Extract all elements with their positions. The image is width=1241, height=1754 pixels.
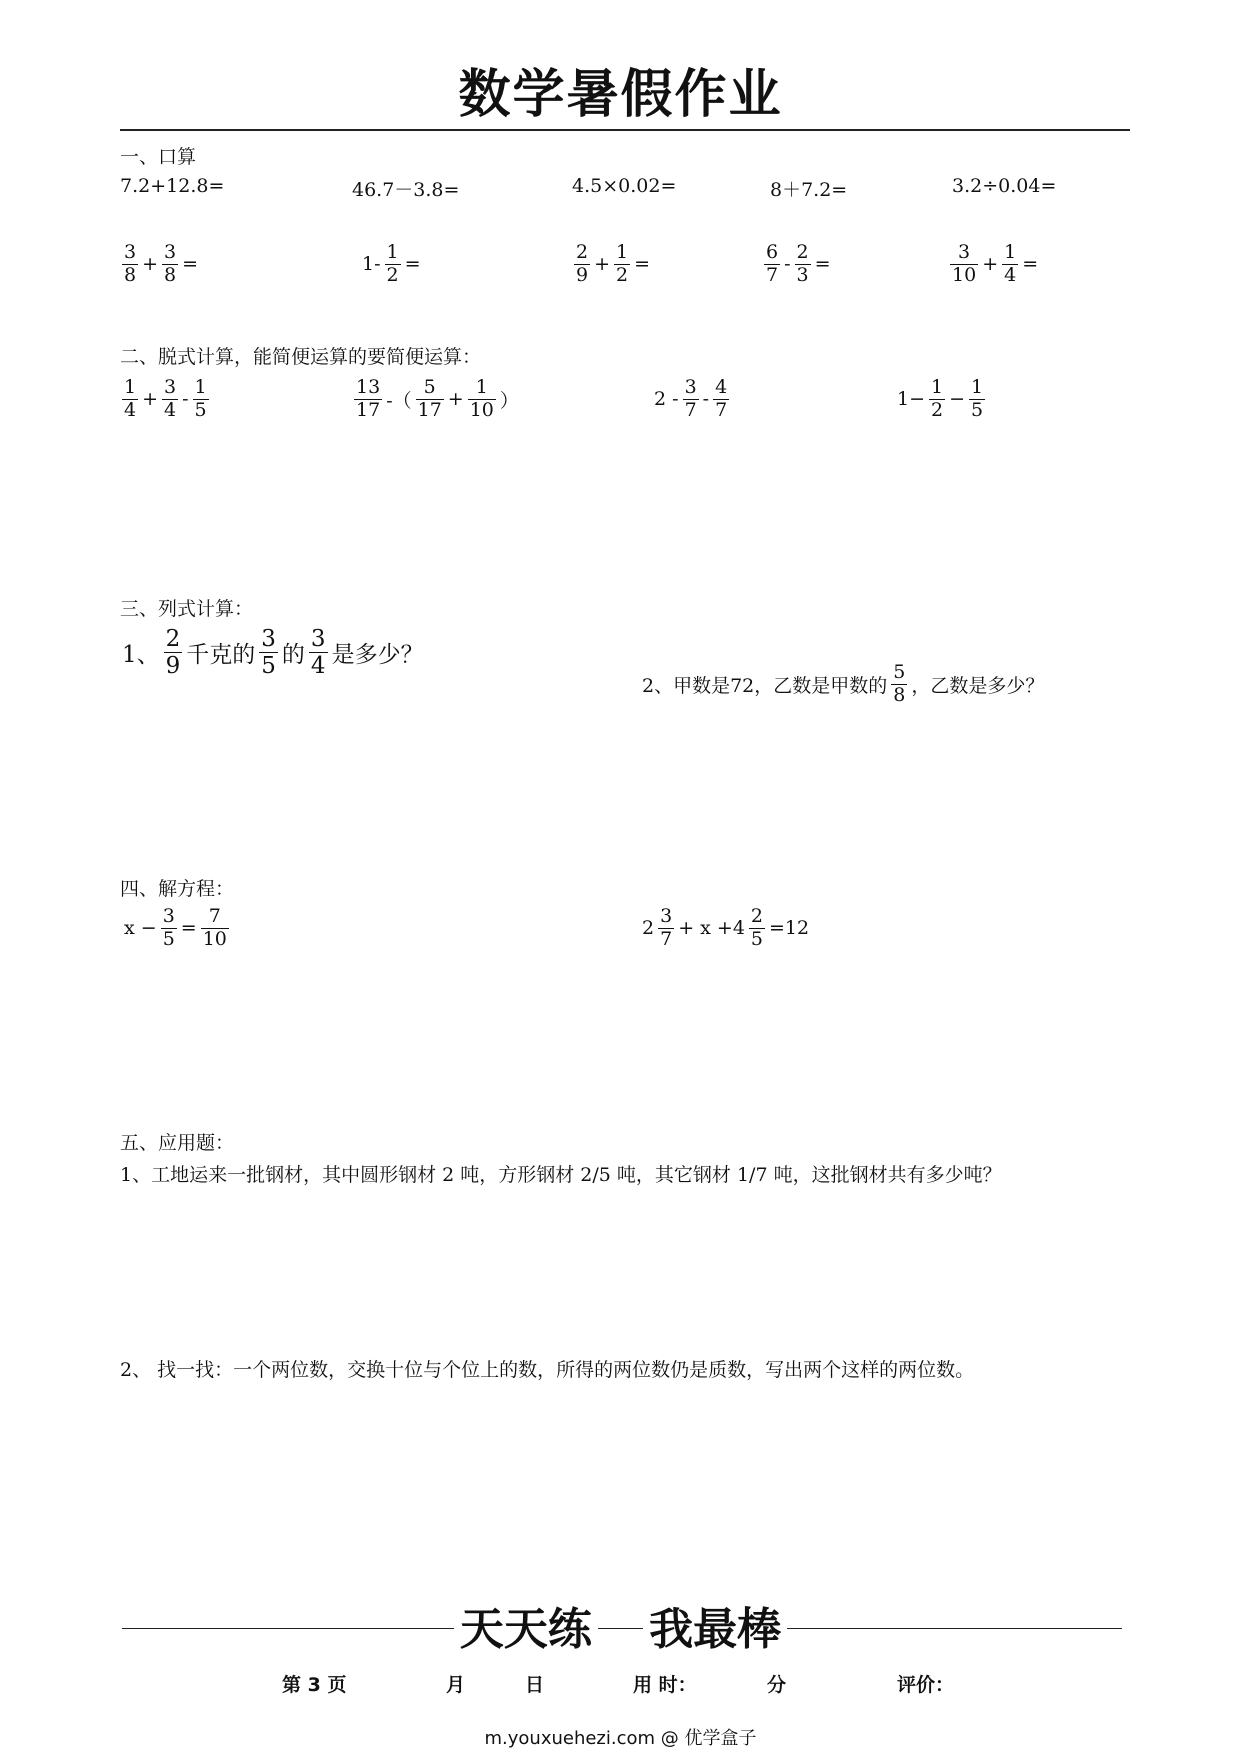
footer-eval-label: 评价： [897, 1674, 955, 1696]
page-title: 数学暑假作业 [458, 65, 783, 125]
footer-slogan [0, 1593, 1241, 1657]
footer-month: 月 [446, 1674, 466, 1696]
fraction-calc-1: $\frac{3}{8}$ + $\frac{3}{8}$ = [124, 241, 199, 286]
fraction-calc-3: $\frac{2}{9}$ + $\frac{1}{2}$ = [576, 241, 651, 286]
footer-minute: 分 [767, 1674, 787, 1696]
word-calc-2: 2、甲数是72，乙数是甲数的 $\frac{5}{8}$ ，乙数是多少？ [642, 661, 1045, 706]
section-2-heading: 二、脱式计算，能简便运算的要简便运算： [120, 346, 482, 368]
section-1-heading: 一、口算 [120, 146, 197, 168]
stepwise-expr-4: 1− $\frac{1}{2}$ − $\frac{1}{5}$ [897, 376, 984, 421]
mental-calc-1: 7.2+12.8= [120, 175, 225, 197]
mental-calc-5: 3.2÷0.04= [952, 175, 1057, 197]
word-problem-2: 2、 找一找：一个两位数，交换十位与个位上的数，所得的两位数仍是质数，写出两个这样的两位数。 [120, 1359, 975, 1381]
site-watermark: m.youxuehezi.com @ 优学盒子 [484, 1728, 757, 1749]
slogan-practice: 天天练 [454, 1604, 598, 1655]
stepwise-expr-1: $\frac{1}{4}$ + $\frac{3}{4}$ - $\frac{1}{5}$ [124, 376, 207, 421]
title-underline [120, 129, 1130, 131]
fraction-calc-4: $\frac{6}{7}$ - $\frac{2}{3}$ = [766, 241, 831, 286]
word-problem-1: 1、工地运来一批钢材，其中圆形钢材 2 吨，方形钢材 2/5 吨，其它钢材 1/7 吨，这批钢材共有多少吨？ [120, 1164, 1002, 1186]
section-3-heading: 三、列式计算： [120, 598, 254, 620]
equation-2: 2 $\frac{3}{7}$ + x +4 $\frac{2}{5}$ =12 [642, 905, 810, 950]
footer-page: 第 3 页 [282, 1674, 347, 1696]
stepwise-expr-3: 2 - $\frac{3}{7}$ - $\frac{4}{7}$ [654, 376, 728, 421]
footer-day: 日 [525, 1674, 545, 1696]
footer-time-label: 用 时： [633, 1674, 697, 1696]
mental-calc-2: 46.7－3.8= [352, 179, 460, 201]
section-4-heading: 四、解方程： [120, 878, 235, 900]
mental-calc-3: 4.5×0.02= [572, 175, 677, 197]
slogan-best: 我最棒 [643, 1604, 787, 1655]
section-5-heading: 五、应用题： [120, 1132, 235, 1154]
word-calc-1: 1、 $\frac{2}{9}$ 千克的 $\frac{3}{5}$ 的 $\frac{3}{4}$ 是多少？ [122, 626, 424, 680]
fraction-calc-2: 1- $\frac{1}{2}$ = [362, 241, 421, 286]
fraction-calc-5: $\frac{3}{10}$ + $\frac{1}{4}$ = [952, 241, 1039, 286]
mental-calc-4: 8＋7.2= [770, 179, 848, 201]
stepwise-expr-2: $\frac{13}{17}$ -（ $\frac{5}{17}$ + $\frac{1}{10}$ ） [356, 376, 519, 421]
equation-1: x − $\frac{3}{5}$ = $\frac{7}{10}$ [124, 905, 227, 950]
